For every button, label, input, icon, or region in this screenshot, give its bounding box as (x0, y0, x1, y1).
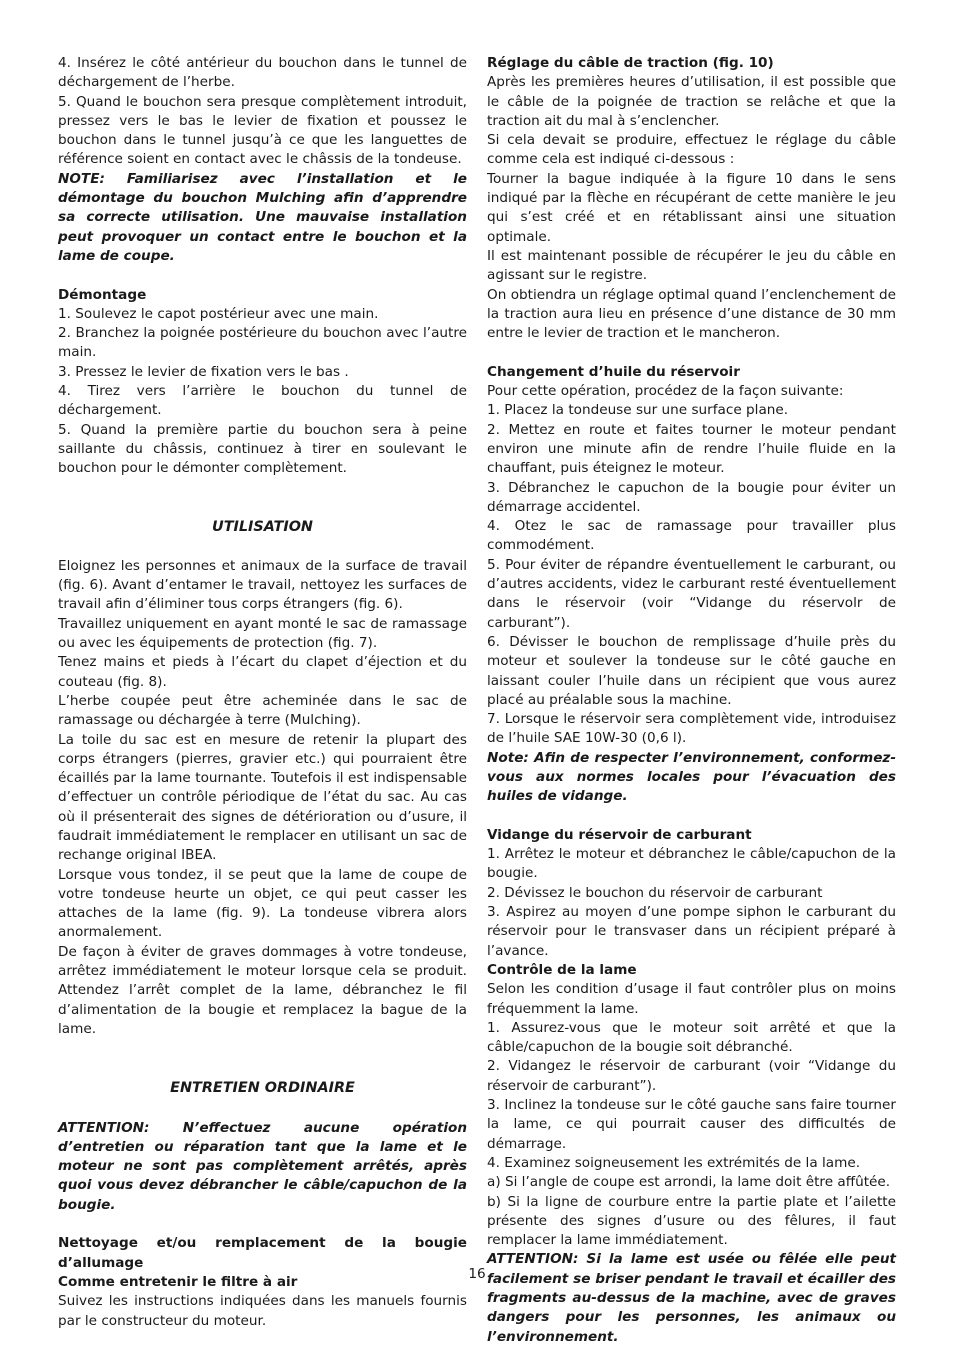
list-item: 2. Mettez en route et faites tourner le moteur pendant environ une minute afin de rendre l’huile fluide en la chauffant, puis éteignez le moteur. (487, 421, 896, 477)
list-item: 7. Lorsque le réservoir sera complètement vide, introduisez de l’huile SAE 10W-30 (0,6 l). (487, 711, 896, 747)
paragraph: 4. Insérez le côté antérieur du bouchon dans le tunnel de déchargement de l’herbe. (58, 55, 467, 91)
list-item: 3. Pressez le levier de fixation vers le bas . (58, 363, 349, 380)
demontage-title: Démontage (58, 286, 147, 303)
list-item: 4. Otez le sac de ramassage pour travailler plus commodément. (487, 518, 896, 554)
paragraph: De façon à éviter de graves dommages à votre tondeuse, arrêtez immédiatement le moteur lorsque cela se produit. Attendez l’arrêt complet de la lame, débranchez le fil d’alimentation de la bougie et remplacez la bague de la lame. (58, 943, 467, 1037)
list-item: 5. Pour éviter de répandre éventuellement le carburant, ou d’autres accidents, videz le carburant resté éventuellement dans le réservoir (voir “Vidange du réservolr de carburant”). (487, 556, 896, 631)
paragraph: La toile du sac est en mesure de retenir la plupart des corps étrangers (pierres, gravier etc.) qui pourraient être écaillés par la lame tournante. Toutefois il est indispensable d’effectuer un contrôle périodique de l’état du sac. Au cas où il présenterait des signes de détérioration ou d’usure, il faudrait immédiatement le remplacer en utilisant un sac de rechange original IBEA. (58, 731, 467, 864)
list-item: 3. Débranchez le capuchon de la bougie pour éviter un démarrage accidentel. (487, 479, 896, 515)
vidange-title: Vidange du réservoir de carburant (487, 826, 752, 843)
list-item: 1. Assurez-vous que le moteur soit arrêté et que la câble/capuchon de la bougie soit débranché. (487, 1019, 896, 1056)
list-item: a) Si l’angle de coupe est arrondi, la lame doit être affûtée. (487, 1174, 891, 1191)
right-column (487, 54, 896, 1347)
list-item: 1. Arrêtez le moteur et débranchez le câble/capuchon de la bougie. (487, 846, 896, 882)
lame-title: Contrôle de la lame (487, 961, 637, 978)
list-item: b) Si la ligne de courbure entre la partie plate et l’ailette présente des signes d’usure ou des fêlures, il faut remplacer la lame immédiatement. (487, 1193, 896, 1249)
paragraph: Si cela devait se produire, effectuez le réglage du câble comme cela est indiqué ci-dessous : (487, 132, 896, 168)
filtre-title: Comme entretenir le filtre à air (58, 1273, 298, 1290)
list-item: 2. Vidangez le réservoir de carburant (voir “Vidange du réservoir de carburant”). (487, 1058, 896, 1094)
list-item: 5. Quand la première partie du bouchon sera à peine saillante du châssis, continuez à tirer en soulevant le bouchon pour le démonter complètement. (58, 421, 467, 477)
list-item: 1. Placez la tondeuse sur une surface plane. (487, 402, 789, 419)
paragraph: Eloignez les personnes et animaux de la surface de travail (fig. 6). Avant d’entamer le travail, nettoyez les surfaces de travail afin d’éliminer tous corps étrangers (fig. 6). (58, 557, 467, 613)
paragraph: Tenez mains et pieds à l’écart du clapet d’éjection et du couteau (fig. 8). (58, 654, 467, 690)
page-number: 16 (468, 1266, 486, 1282)
note-paragraph: Note: Afin de respecter l’environnement, conformez-vous aux normes locales pour l’évacuation des huiles de vidange. (487, 749, 896, 805)
paragraph: Suivez les instructions indiquées dans les manuels fournis par le constructeur du moteur. (58, 1293, 467, 1329)
list-item: 3. Aspirez au moyen d’une pompe siphon le carburant du réservoir pour le transvaser dans un récipient préparé à l’avance. (487, 904, 896, 959)
paragraph: Pour cette opération, procédez de la façon suivante: (487, 383, 844, 400)
paragraph: Lorsque vous tondez, il se peut que la lame de coupe de votre tondeuse heurte un objet, ce qui peut casser les attaches de la lame (fig. 9). La tondeuse vibrera alors anormalement. (58, 866, 467, 941)
entretien-heading: ENTRETIEN ORDINAIRE (170, 1080, 355, 1097)
paragraph: Travaillez uniquement en ayant monté le sac de ramassage ou avec les équipements de protection (fig. 7). (58, 615, 467, 652)
list-item: 3. Inclinez la tondeuse sur le côté gauche sans faire tourner la lame, ce qui pourrait causer des difficultés de démarrage. (487, 1097, 896, 1152)
paragraph: Après les premières heures d’utilisation, il est possible que le câble de la poignée de traction se relâche et que la traction ait du mal à s’enclencher. (487, 74, 896, 129)
paragraph: Selon les condition d’usage il faut contrôler plus on moins fréquemment la lame. (487, 981, 896, 1017)
list-item: 4. Tirez vers l’arrière le bouchon du tunnel de déchargement. (58, 383, 467, 419)
list-item: 1. Soulevez le capot postérieur avec une main. (58, 305, 379, 322)
reglage-title: Réglage du câble de traction (fig. 10) (487, 55, 774, 71)
huile-title: Changement d’huile du réservoir (487, 363, 740, 380)
paragraph: Il est maintenant possible de récupérer le jeu du câble en agissant sur le registre. (487, 247, 896, 284)
paragraph: On obtiendra un réglage optimal quand l’enclenchement de la traction aura lieu en présence d’une distance de 30 mm entre le levier de traction et le mancheron. (487, 286, 896, 342)
bougie-title: Nettoyage et/ou remplacement de la bougie d’allumage (58, 1235, 467, 1271)
list-item: 6. Dévisser le bouchon de remplissage d’huile près du moteur et soulever la tondeuse sur le côté gauche en laissant couler l’huile dans un récipient que vous aurez placé au préalable sous la machine. (487, 633, 896, 708)
paragraph: Tourner la bague indiquée à la figure 10 dans le sens indiqué par la flèche en récupérant de cette manière le jeu qui s’est créé et en rétablissant ainsi une situation optimale. (487, 170, 896, 245)
list-item: 2. Branchez la poignée postérieure du bouchon avec l’autre main. (58, 325, 467, 361)
list-item: 4. Examinez soigneusement les extrémités de la lame. (487, 1154, 861, 1171)
paragraph: 5. Quand le bouchon sera presque complètement introduit, pressez vers le bas le levier de fixation et poussez le bouchon dans le tunnel jusqu’à ce que les languettes de référence soient en contact avec le châssis de la tondeuse. (58, 93, 467, 168)
paragraph: L’herbe coupée peut être acheminée dans le sac de ramassage ou déchargée à terre (Mulching). (58, 692, 467, 729)
left-column (58, 54, 467, 1331)
attention-paragraph: ATTENTION: Si la lame est usée ou fêlée elle peut facilement se briser pendant le travail et écailler des fragments au-dessus de la machine, avec de graves dangers pour les personnes, les animaux ou l’environnement. (487, 1251, 896, 1345)
list-item: 2. Dévissez le bouchon du réservoir de carburant (487, 884, 823, 901)
utilisation-heading: UTILISATION (212, 518, 313, 535)
note-paragraph: NOTE: Familiarisez avec l’installation et le démontage du bouchon Mulching afin d’apprendre sa correcte utilisation. Une mauvaise installation peut provoquer un contact entre le bouchon et la lame de coupe. (58, 170, 467, 264)
attention-paragraph: ATTENTION: N’effectuez aucune opération d’entretien ou réparation tant que la lame et le moteur ne sont pas complètement arrêtés, après quoi vous devez débrancher le câble/capuchon de la bougie. (58, 1119, 467, 1213)
